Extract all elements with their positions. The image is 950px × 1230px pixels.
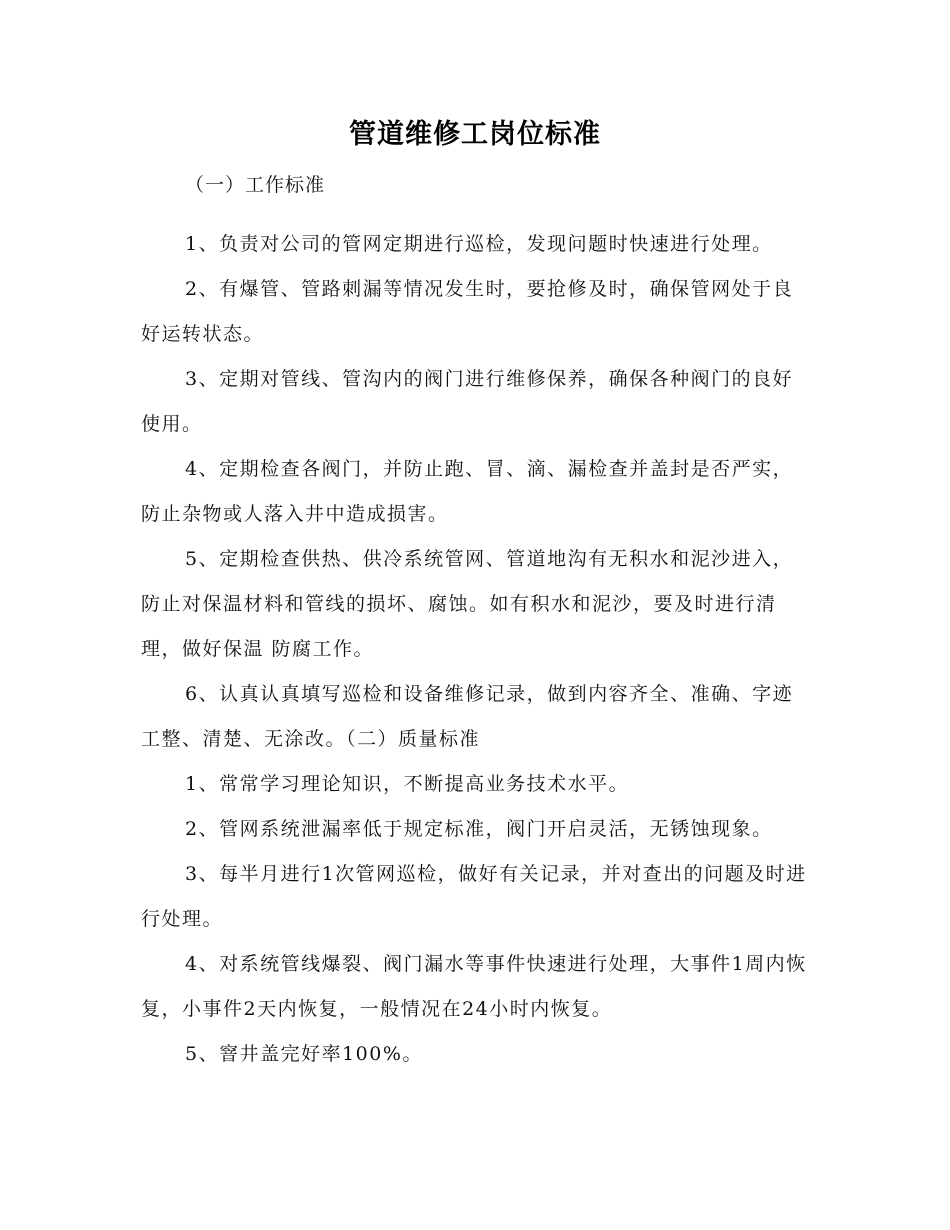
paragraph: 5、定期检查供热、供冷系统管网、管道地沟有无积水和泥沙进入，防止对保温材料和管线的损坏、腐蚀。如有积水和泥沙，要及时进行清理，做好保温 防腐工作。	[141, 548, 794, 660]
document-body	[141, 222, 811, 1077]
page-title: 管道维修工岗位标准	[349, 119, 601, 150]
paragraph: 6、认真认真填写巡检和设备维修记录，做到内容齐全、准确、字迹工整、清楚、无涂改。（二）质量标准	[141, 683, 794, 750]
paragraph: 2、管网系统泄漏率低于规定标准，阀门开启灵活，无锈蚀现象。	[185, 818, 773, 840]
paragraph: 4、定期检查各阀门，并防止跑、冒、滴、漏检查并盖封是否严实，防止杂物或人落入井中造成损害。	[141, 458, 794, 525]
paragraph: 1、常常学习理论知识，不断提高业务技术水平。	[185, 773, 630, 795]
section-heading-work-standard: （一）工作标准	[185, 174, 326, 196]
paragraph: 5、窨井盖完好率100%。	[185, 1043, 423, 1065]
paragraph: 2、有爆管、管路刺漏等情况发生时，要抢修及时，确保管网处于良好运转状态。	[141, 278, 794, 345]
paragraph: 3、每半月进行1次管网巡检，做好有关记录，并对查出的问题及时进行处理。	[141, 863, 807, 930]
paragraph: 3、定期对管线、管沟内的阀门进行维修保养，确保各种阀门的良好使用。	[141, 368, 794, 435]
paragraph: 4、对系统管线爆裂、阀门漏水等事件快速进行处理，大事件1周内恢复，小事件2天内恢复，一般情况在24小时内恢复。	[141, 953, 807, 1020]
paragraph: 1、负责对公司的管网定期进行巡检，发现问题时快速进行处理。	[185, 233, 773, 255]
